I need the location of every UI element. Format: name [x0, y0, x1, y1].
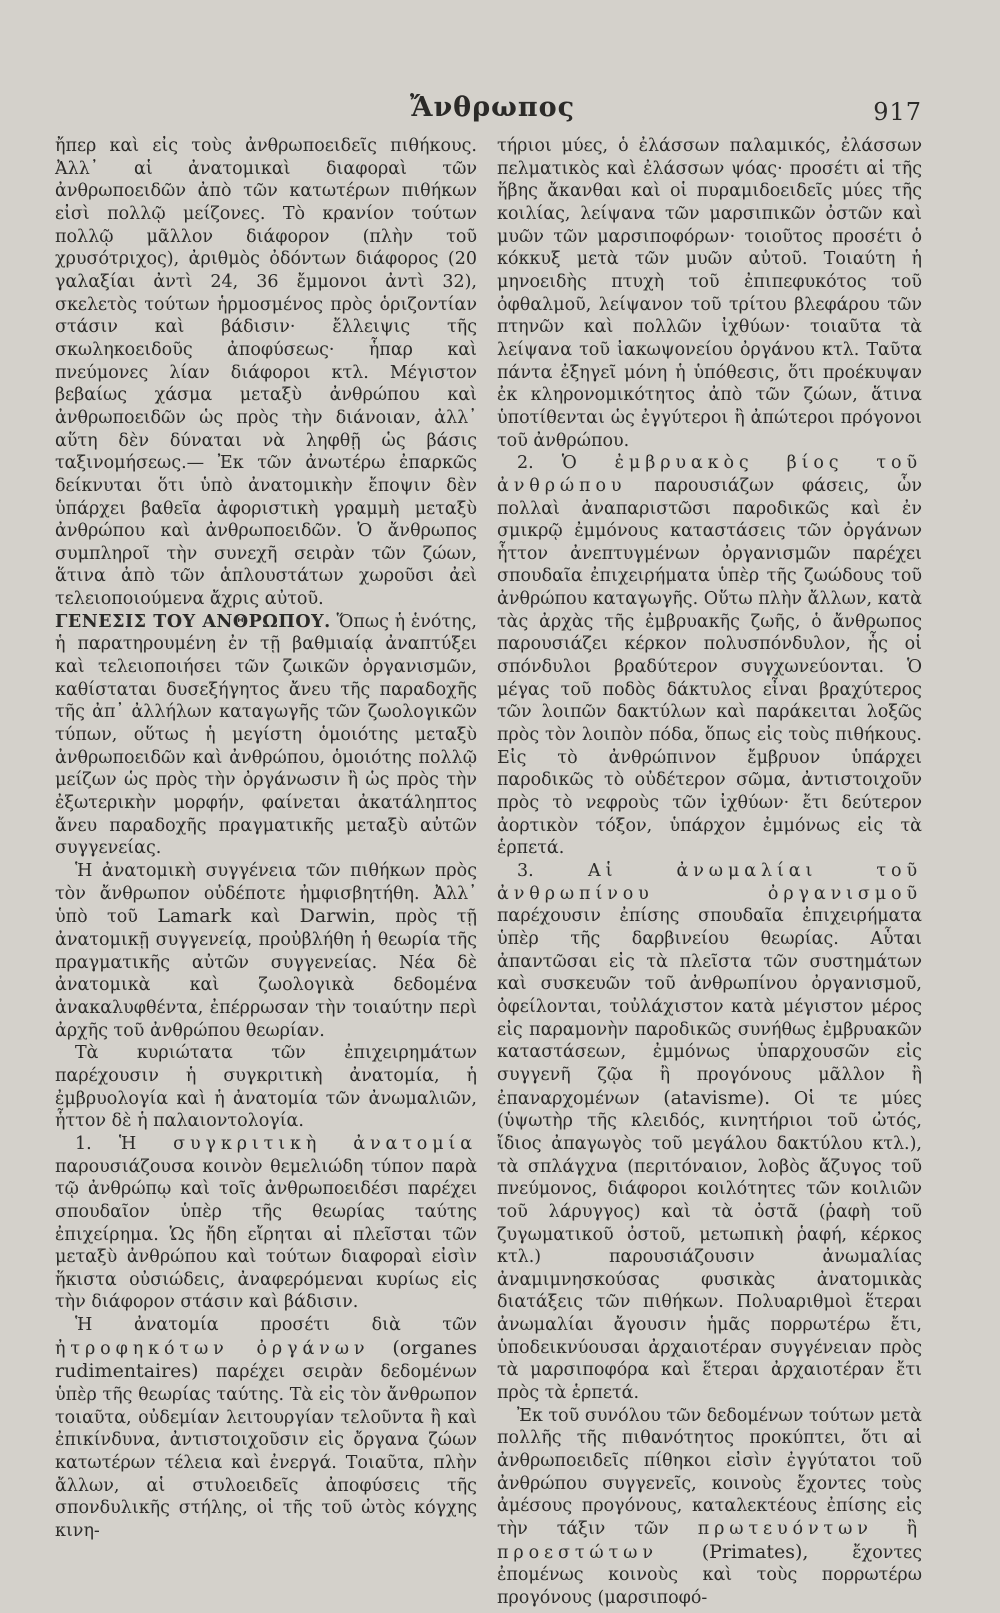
paragraph: ἤπερ καὶ εἰς τοὺς ἀνθρωποειδεῖς πιθήκους. Ἀλλ᾽ αἱ ἀνατομικαὶ διαφοραὶ τῶν ἀνθρωποειδῶν ἀπὸ τῶν κατωτέρων πιθήκων εἰσὶ πολλῷ μείζονες. Τὸ κρανίον τούτων πολλῷ μᾶλλον διάφορον (πλὴν τοῦ χρυσότριχος), ἀριθμὸς ὀδόντων διάφορος (20 γαλαξίαι ἀντὶ 24, 36 ἔμμονοι ἀντὶ 32), σκελετὸς τούτων ἡρμοσμένος πρὸς ὁριζοντίαν στάσιν καὶ βάδισιν· ἔλλειψις τῆς σκωληκοειδοῦς ἀποφύσεως· ἧπαρ καὶ πνεύμονες λίαν διάφοροι κτλ. Μέγιστον βεβαίως χάσμα μεταξὺ ἀνθρώπου καὶ ἀνθρωποειδῶν ὡς πρὸς τὴν διάνοιαν, ἀλλ᾽ αὕτη δὲν δύναται νὰ ληφθῇ ὡς βάσις ταξινομήσεως.— Ἐκ τῶν ἀνωτέρω ἐπαρκῶς δείκνυται ὅτι ὑπὸ ἀνατομικὴν ἔποψιν δὲν ὑπάρχει βαθεῖα ἀφοριστικὴ γραμμὴ μεταξὺ ἀνθρώπου καὶ ἀνθρωποειδῶν. Ὁ ἄνθρωπος συμπληροῖ τὴν συνεχῆ σειρὰν τῶν ζώων, ἅτινα ἀπὸ τῶν ἁπλουστάτων χωροῦσι ἀεὶ τελειοποιούμενα ἄχρις αὐτοῦ.	[55, 136, 477, 610]
paragraph	[55, 860, 477, 1042]
section-number: 1.	[75, 1133, 92, 1154]
paragraph-text: Ἡ ἀνατομικὴ συγγένεια τῶν πιθήκων πρὸς τὸν ἄνθρωπον οὐδέποτε ἠμφισβητήθη. Ἀλλ᾽ ὑπὸ τοῦ	[55, 861, 477, 928]
latin-name: Darwin,	[299, 905, 376, 928]
section-number: 2.	[517, 453, 534, 474]
latin-term: (Primates),	[701, 1540, 809, 1563]
paragraph-text: πρὸς τῇ ἀνατομικῇ συγγενείᾳ, προὐβλήθη ἡ θεωρία τῆς πραγματικῆς αὐτῶν συγγενείας. Νέα δὲ ἀνατομικὰ καὶ ζωολογικὰ δεδομένα ἀνακαλυφθέντα, ἐπέρρωσαν τὴν τοιαύτην περὶ ἀρχῆς τοῦ ἀνθρώπου θεωρίαν.	[55, 907, 477, 1041]
paragraph-text: παρέχει σειρὰν δεδομένων ὑπὲρ τῆς θεωρίας ταύτης. Τὰ εἰς τὸν ἄνθρωπον τοιαῦτα, οὐδεμίαν λειτουργίαν τελοῦντα ἢ καὶ ἐπικίνδυνα, ἀντιστοιχοῦσιν εἰς ὄργανα ζώων κατωτέρων τέλεια καὶ ἐνεργά. Τοιαῦτα, πλὴν ἄλλων, αἱ στυλοειδεῖς ἀποφύσεις τῆς σπονδυλικῆς στήλης, οἱ τῆς τοῦ ὠτὸς κόγχης κινη-	[55, 1362, 477, 1542]
section-title: Αἱ ἀνωμαλίαι τοῦ ἀνθρωπίνου ὀργανισμοῦ	[497, 861, 922, 904]
emphasized-term: πρωτευόντων ἢ προεστώτων	[497, 1519, 922, 1563]
paragraph: τήριοι μύες, ὁ ἐλάσσων παλαμικός, ἐλάσσων πελματικὸς καὶ ἐλάσσων ψόας· προσέτι αἱ τῆς ἥβης ἄκανθαι καὶ οἱ πυραμιδοειδεῖς μύες τῆς κοιλίας, λείψανα τῶν μαρσιπικῶν ὀστῶν καὶ μυῶν τῶν μαρσιποφόρων· τοιοῦτος προσέτι ὁ κόκκυξ μετὰ τῶν μυῶν αὐτοῦ. Τοιαύτη ἡ μηνοειδὴς πτυχὴ τοῦ ἐπιπεφυκότος τοῦ ὀφθαλμοῦ, λείψανον τοῦ τρίτου βλεφάρου τῶν πτηνῶν καὶ πολλῶν ἰχθύων· τοιαῦτα τὰ λείψανα τοῦ ἰακωψονείου ὀργάνου κτλ. Ταῦτα πάντα ἐξηγεῖ μόνη ἡ ὑπόθεσις, ὅτι προέκυψαν ἐκ κληρονομικότητος ἀπὸ τῶν ζώων, ἅτινα ὑποτίθενται ὡς ἐγγύτεροι ἢ ἀπώτεροι πρόγονοι τοῦ ἀνθρώπου.	[497, 136, 922, 451]
paragraph-text: Ἡ ἀνατομία προσέτι διὰ τῶν	[75, 1315, 477, 1336]
paragraph-text: Ἐκ τοῦ συνόλου τῶν δεδομένων τούτων μετὰ πολλῆς τῆς πιθανότητος προκύπτει, ὅτι αἱ ἀνθρωποειδεῖς πίθηκοι εἰσὶν ἐγγύτατοι τοῦ ἀνθρώπου συγγενεῖς, κοινοὺς ἔχοντες τοὺς ἀμέσους προγόνους, καταλεκτέους ἐπίσης εἰς τὴν τάξιν τῶν	[497, 1405, 922, 1540]
paragraph-text: Οἱ τε μύες (ὑψωτὴρ τῆς κλειδός, κινητήριοι τοῦ ὠτός, ἴδιος ἀπαγωγὸς τοῦ μεγάλου δακτύλου κτλ.), τὰ σπλάγχνα (περιτόναιον, λοβὸς ἄζυγος τοῦ πνεύμονος, διάφοροι κοιλότητες τῶν κοιλιῶν τοῦ λάρυγγος) καὶ τὰ ὀστᾶ (ῥαφὴ τοῦ ζυγωματικοῦ ὀστοῦ, μετωπικὴ ῥαφή, κέρκος κτλ.) παρουσιάζουσιν ἀνωμαλίας ἀναμιμνησκούσας φυσικὰς ἀνατομικὰς διατάξεις τῶν πιθήκων. Πολυαριθμοὶ ἕτεραι ἀνωμαλίαι ἄγουσιν ἡμᾶς πορρωτέρω ἔτι, ὑποδεικνύουσαι ἀρχαιοτέραν συγγένειαν πρὸς τὰ μαρσιποφόρα καὶ ἕτεραι ἀρχαιοτέραν ἔτι πρὸς τὰ ἑρπετά.	[497, 1088, 922, 1404]
running-title: Ἄνθρωπος	[410, 92, 576, 123]
paragraph-text: ἔχοντες ἐπομένως κοινοὺς καὶ τοὺς πορρωτέρω προγόνους (μαρσιποφό-	[497, 1542, 922, 1608]
latin-term: (atavisme).	[663, 1086, 771, 1109]
numbered-section	[55, 1133, 477, 1314]
page-number: 917	[873, 98, 922, 126]
page-header	[0, 92, 1000, 132]
left-column	[55, 135, 477, 1543]
paragraph-text: Ὅπως ἡ ἑνότης, ἡ παρατηρουμένη ἐν τῇ βαθμιαίᾳ ἀναπτύξει καὶ τελειοποιήσει τῶν ζωικῶν ὀργανισμῶν, καθίσταται δυσεξήγητος ἄνευ τῆς παραδοχῆς τῆς ἀπ᾽ ἀλλήλων καταγωγῆς τῶν ζωολογικῶν τύπων, οὕτως ἡ μεγίστη ὁμοιότης μεταξὺ ἀνθρωποειδῶν καὶ ἀνθρώπου, ὁμοιότης πολλῷ μείζων ὡς πρὸς τὴν ὀργάνωσιν ἢ ὡς πρὸς τὴν ἐξωτερικὴν μορφήν, φαίνεται ἀκατάληπτος ἄνευ παραδοχῆς πραγματικῆς μεταξὺ αὐτῶν συγγενείας.	[55, 611, 477, 859]
section-title: Ὁ ἐμβρυακὸς βίος τοῦ ἀνθρώπου	[497, 453, 922, 496]
latin-name: Lamark	[157, 905, 232, 928]
right-column	[497, 135, 922, 1610]
latin-term: (organes rudimentaires)	[55, 1336, 477, 1383]
paragraph-text: παρουσιάζουσα κοινὸν θεμελιώδη τύπον παρὰ τῷ ἀνθρώπῳ καὶ τοῖς ἀνθρωποειδέσι παρέχει σπουδαῖον ὑπὲρ τῆς θεωρίας ταύτης ἐπιχείρημα. Ὡς ἤδη εἴρηται αἱ πλεῖσται τῶν μεταξὺ ἀνθρώπου καὶ τούτων διαφοραὶ εἰσὶν ἥκιστα οὐσιώδεις, ἀναφερόμεναι κυρίως εἰς τὴν διάφορον στάσιν καὶ βάδισιν.	[55, 1156, 477, 1313]
section-heading: ΓΕΝΕΣΙΣ ΤΟΥ ΑΝΘΡΩΠΟΥ.	[55, 611, 331, 632]
paragraph	[497, 1405, 922, 1610]
numbered-section	[497, 452, 922, 860]
emphasized-term: ἠτροφηκότων ὀργάνων	[55, 1338, 370, 1359]
paragraph-text: παρέχουσιν ἐπίσης σπουδαῖα ἐπιχειρήματα ὑπὲρ τῆς δαρβινείου θεωρίας. Αὗται ἀπαντῶσαι εἰς τὰ πλεῖστα τῶν συστημάτων καὶ συσκευῶν τοῦ ἀνθρωπίνου ὀργανισμοῦ, ὀφείλονται, τοὐλάχιστον κατὰ μέγιστον μέρος εἰς παραμονὴν παροδικῶς συνήθως ἐμβρυακῶν καταστάσεων, ἐμμόνως ὑπαρχουσῶν εἰς συγγενῆ ζῷα ἢ προγόνους μᾶλλον ἢ ἐπαναρχομένων	[497, 906, 922, 1109]
section-title: Ἡ συγκριτικὴ ἀνατομία	[118, 1133, 477, 1154]
section-paragraph	[55, 611, 477, 860]
section-number: 3.	[517, 861, 534, 881]
paragraph-text: παρουσιάζων φάσεις, ὧν πολλαὶ ἀναπαριστῶσι παροδικῶς καὶ ἐν σμικρῷ ἐμμόνους καταστάσεις τῶν ὀργάνων ἧττον ἀνεπτυγμένων ὀργανισμῶν παρέχει σπουδαῖα ἐπιχειρήματα ὑπὲρ τῆς ζωώδους τοῦ ἀνθρώπου καταγωγῆς. Οὕτω πλὴν ἄλλων, κατὰ τὰς ἀρχὰς τῆς ἐμβρυακῆς ζωῆς, ὁ ἄνθρωπος παρουσιάζει κέρκον πολυσπόνδυλον, ἧς οἱ σπόνδυλοι βραδύτερον συγχωνεύονται. Ὁ μέγας τοῦ ποδὸς δάκτυλος εἶναι βραχύτερος τῶν λοιπῶν δακτύλων καὶ παράκειται λοξῶς πρὸς τὸν λοιπὸν πόδα, ὅπως εἰς τοὺς πιθήκους. Εἰς τὸ ἀνθρώπινον ἔμβρυον ὑπάρχει παροδικῶς τὸ οὐδέτερον σῶμα, ἀντιστοιχοῦν πρὸς τὸ νεφροὺς τῶν ἰχθύων· ἔτι δεύτερον ἀορτικὸν τόξον, ὑπάρχον ἐμμόνως εἰς τὰ ἑρπετά.	[497, 475, 922, 859]
paragraph	[55, 1314, 477, 1543]
paragraph-text: καὶ	[250, 907, 281, 928]
numbered-section	[497, 860, 922, 1405]
paragraph: Τὰ κυριώτατα τῶν ἐπιχειρημάτων παρέχουσιν ἡ συγκριτικὴ ἀνατομία, ἡ ἐμβρυολογία καὶ ἡ ἀνατομία τῶν ἀνωμαλιῶν, ἧττον δὲ ἡ παλαιοντολογία.	[55, 1043, 477, 1132]
